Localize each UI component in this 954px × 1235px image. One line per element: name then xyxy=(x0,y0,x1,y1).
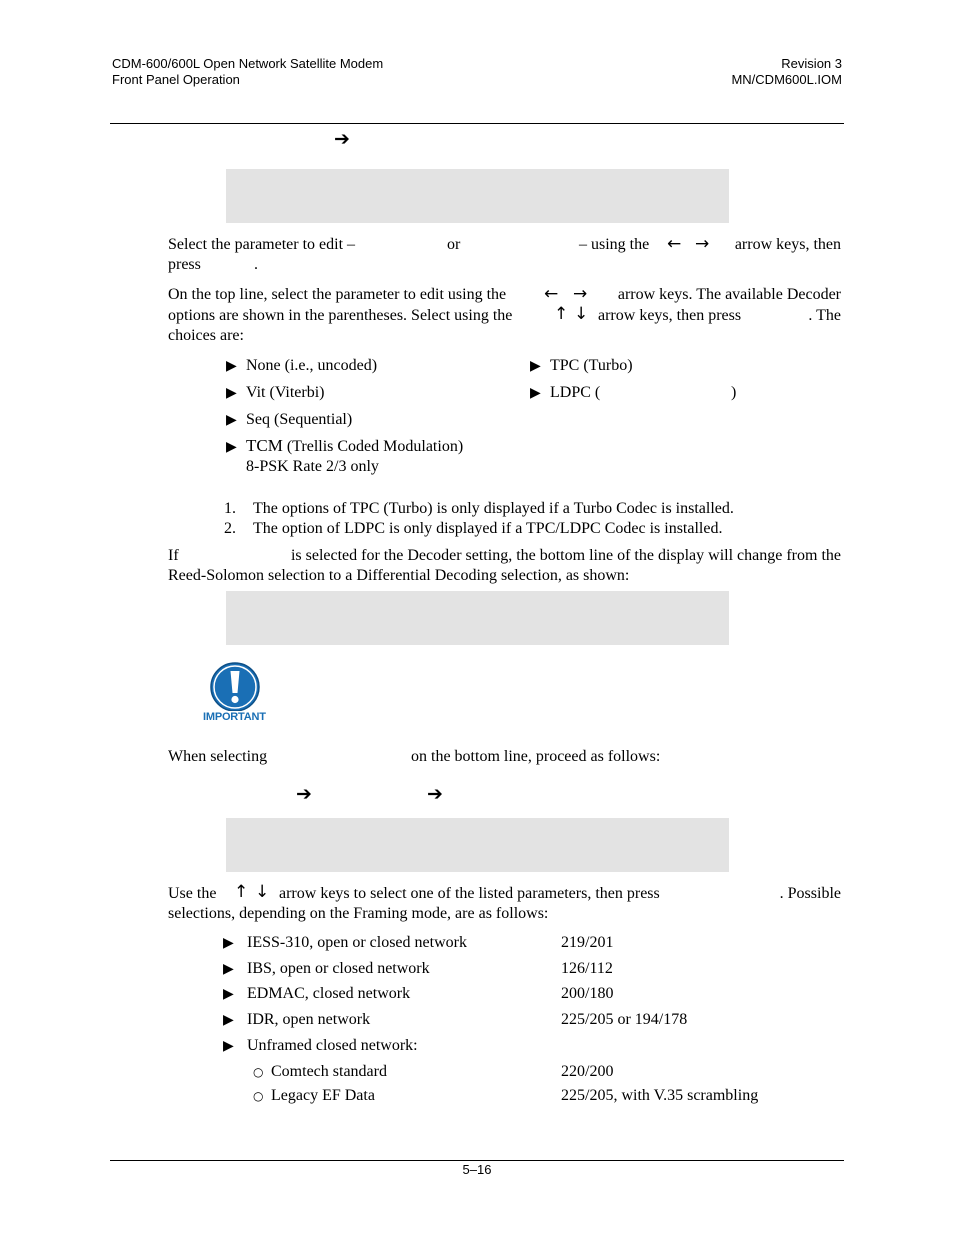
selection-item: ▶ IDR, open network xyxy=(223,1011,371,1028)
bullet-triangle-icon: ▶ xyxy=(530,358,541,374)
bullet-circle-icon: ○ xyxy=(253,1065,264,1079)
up-arrow-icon: ↑ xyxy=(234,882,249,902)
menu-path-arrow-icon: ➔ xyxy=(296,783,312,805)
important-exclamation-icon xyxy=(201,661,271,711)
bullet-triangle-icon: ▶ xyxy=(226,358,237,374)
lcd-display-differential xyxy=(226,591,729,645)
note-2: 2. The option of LDPC is only displayed if a TPC/LDPC Codec is installed. xyxy=(224,520,723,537)
page-number: 5–16 xyxy=(462,1162,492,1177)
doc-title: CDM-600/600L Open Network Satellite Modem xyxy=(112,56,384,71)
left-arrow-icon: ← xyxy=(544,284,559,304)
bullet-triangle-icon: ▶ xyxy=(223,935,234,951)
bullet-triangle-icon: ▶ xyxy=(223,1012,234,1028)
header-right xyxy=(731,56,842,88)
right-arrow-icon: → xyxy=(573,284,588,304)
choice-vit: ▶ Vit (Viterbi) xyxy=(226,384,325,401)
note-1: 1. The options of TPC (Turbo) is only displayed if a Turbo Codec is installed. xyxy=(224,500,734,517)
left-arrow-icon: ← xyxy=(667,234,682,254)
selection-value: 200/180 xyxy=(561,985,614,1002)
selection-value: 225/205 or 194/178 xyxy=(561,1011,688,1028)
doc-number: MN/CDM600L.IOM xyxy=(731,72,842,87)
selection-item: ▶ IESS-310, open or closed network xyxy=(223,934,467,951)
para-top-line: On the top line, select the parameter to edit using the ← → arrow keys. The available Decoder options are shown in the parentheses. Select using the ↑ ↓ arrow keys, then press . The choices are: xyxy=(168,284,841,344)
bullet-circle-icon: ○ xyxy=(253,1089,264,1103)
selection-value: 126/112 xyxy=(561,960,613,977)
para-when-selecting: When selecting on the bottom line, proceed as follows: xyxy=(168,748,661,765)
important-label: IMPORTANT xyxy=(203,711,266,723)
bullet-triangle-icon: ▶ xyxy=(223,986,234,1002)
selection-item: ▶ IBS, open or closed network xyxy=(223,960,430,977)
unframed-sub-item: ○ Legacy EF Data xyxy=(253,1087,375,1104)
doc-revision: Revision 3 xyxy=(781,56,842,71)
header-left xyxy=(112,56,383,88)
selection-item: ▶ Unframed closed network: xyxy=(223,1037,418,1054)
selection-item: ▶ EDMAC, closed network xyxy=(223,985,411,1002)
menu-path-arrow-icon: ➔ xyxy=(427,783,443,805)
bullet-triangle-icon: ▶ xyxy=(223,961,234,977)
unframed-sub-value: 225/205, with V.35 scrambling xyxy=(561,1087,759,1104)
choice-seq: ▶ Seq (Sequential) xyxy=(226,411,353,428)
doc-section: Front Panel Operation xyxy=(112,72,240,87)
bullet-triangle-icon: ▶ xyxy=(226,412,237,428)
unframed-sub-value: 220/200 xyxy=(561,1063,614,1080)
selection-value: 219/201 xyxy=(561,934,614,951)
choice-tpc: ▶ TPC (Turbo) xyxy=(530,357,633,374)
footer-rule xyxy=(110,1160,844,1161)
choice-tcm: ▶ TCM (Trellis Coded Modulation) xyxy=(226,436,464,455)
important-notice xyxy=(201,661,271,725)
menu-path-arrow-icon: ➔ xyxy=(334,128,350,150)
down-arrow-icon: ↓ xyxy=(255,882,270,902)
lcd-display-decoder xyxy=(226,169,729,223)
choice-tcm-note: 8-PSK Rate 2/3 only xyxy=(246,458,379,475)
lcd-display-rs-code xyxy=(226,818,729,872)
choice-ldpc-close: ) xyxy=(731,384,737,401)
bullet-triangle-icon: ▶ xyxy=(226,439,237,455)
bullet-triangle-icon: ▶ xyxy=(530,385,541,401)
para-use-arrow-keys: Use the ↑ ↓ arrow keys to select one of the listed parameters, then press . Possible selections, depending on the Framing mode, are as follows: xyxy=(168,882,841,922)
bullet-triangle-icon: ▶ xyxy=(223,1038,234,1054)
unframed-sub-item: ○ Comtech standard xyxy=(253,1063,387,1080)
bullet-triangle-icon: ▶ xyxy=(226,385,237,401)
down-arrow-icon: ↓ xyxy=(574,304,589,324)
choice-ldpc: ▶ LDPC ( xyxy=(530,384,601,401)
para-if-selected: If is selected for the Decoder setting, the bottom line of the display will change from the Reed-Solomon selection to a Differential Decoding selection, as shown: xyxy=(168,547,841,584)
header-rule xyxy=(110,123,844,124)
right-arrow-icon: → xyxy=(695,234,710,254)
up-arrow-icon: ↑ xyxy=(554,304,569,324)
choice-none: ▶ None (i.e., uncoded) xyxy=(226,357,378,374)
para-select-parameter: Select the parameter to edit – or – using the ← → arrow keys, then press . xyxy=(168,234,841,273)
